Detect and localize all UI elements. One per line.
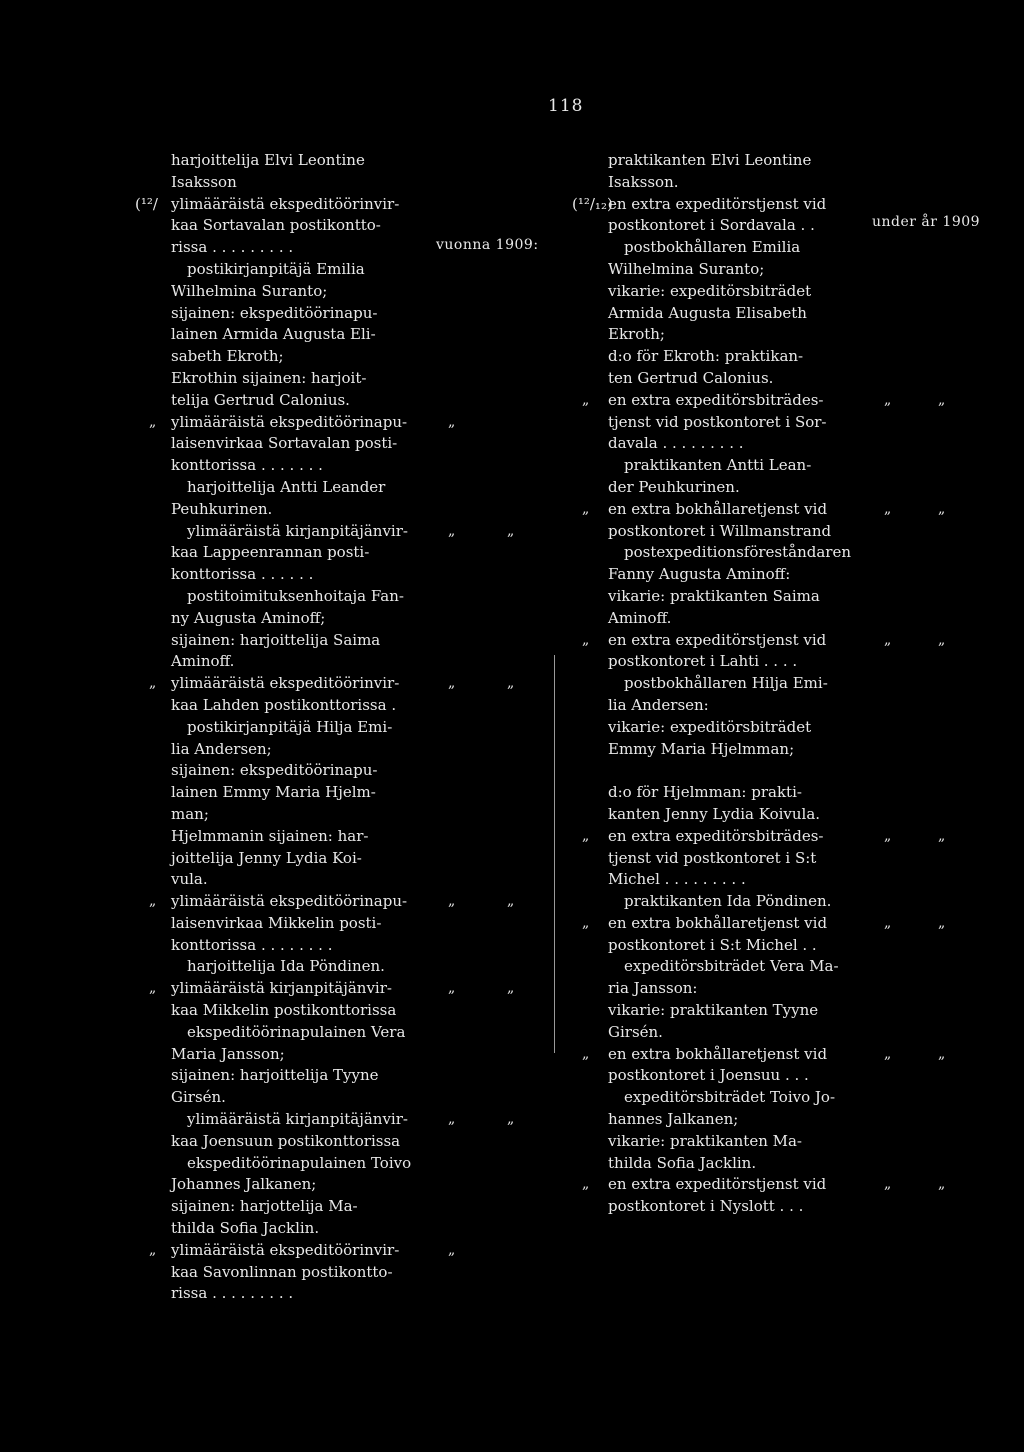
- entry-line: Wilhelmina Suranto;: [171, 281, 328, 300]
- entry: [135, 1109, 515, 1153]
- entry-line: ylimääräistä ekspeditöörinvir-: [171, 194, 400, 213]
- entry: [135, 891, 515, 956]
- entry-line: Aminoff.: [608, 608, 672, 627]
- entry: [572, 390, 946, 455]
- entry-mark: „: [582, 914, 590, 931]
- ditto-mark: „: [938, 1176, 946, 1193]
- entry-mark: „: [582, 827, 590, 844]
- entry-line: hannes Jalkanen;: [608, 1110, 739, 1129]
- entry: [572, 542, 862, 629]
- entry-line: kaa Joensuun postikonttorissa: [171, 1131, 401, 1150]
- entry-mark: „: [149, 1241, 157, 1258]
- ditto-mark: „: [938, 391, 946, 408]
- entry-line: konttorissa . . . . . . . .: [171, 935, 333, 954]
- entry: [572, 891, 862, 913]
- entry-line: sijainen: ekspeditöörinapu-: [171, 303, 378, 322]
- entry-line: postkontoret i Joensuu . . .: [608, 1066, 809, 1085]
- ditto-mark: „: [448, 675, 456, 692]
- ditto-mark: „: [507, 980, 515, 997]
- page-number: 118: [548, 96, 584, 116]
- entry-line: postkontoret i S:t Michel . .: [608, 935, 817, 954]
- ditto-mark: „: [938, 500, 946, 517]
- entry-line: sijainen: harjoittelija Saima: [171, 630, 381, 649]
- entry-line: sabeth Ekroth;: [171, 347, 284, 366]
- entry-mark: „: [582, 500, 590, 517]
- ditto-mark: „: [507, 522, 515, 539]
- entry-line: Wilhelmina Suranto;: [608, 259, 765, 278]
- ditto-mark: „: [938, 827, 946, 844]
- entry: [572, 1044, 946, 1088]
- ditto-mark: „: [884, 827, 892, 844]
- entry-line: harjoittelija Elvi Leontine: [171, 151, 365, 169]
- entry-line: tjenst vid postkontoret i Sor-: [608, 412, 827, 431]
- entry-line: lainen Emmy Maria Hjelm-: [171, 783, 376, 802]
- entry-line: vula.: [171, 870, 208, 889]
- entry-line: en extra expeditörstjenst vid: [608, 1175, 827, 1194]
- entry-line: postkontoret i Sordavala . .: [608, 216, 815, 235]
- entry-line: rissa . . . . . . . . .: [171, 1284, 294, 1303]
- entry-line: ylimääräistä kirjanpitäjänvir-: [187, 521, 408, 540]
- entry-line: harjoittelija Ida Pöndinen.: [187, 957, 385, 976]
- entry-line: postbokhållaren Hilja Emi-: [624, 674, 828, 693]
- entry-line: tjenst vid postkontoret i S:t: [608, 848, 817, 867]
- entry-line: laisenvirkaa Mikkelin posti-: [171, 913, 382, 932]
- entry-line: vikarie: praktikanten Saima: [608, 586, 820, 605]
- entry: [135, 586, 425, 673]
- entry: [135, 1240, 456, 1305]
- column-divider: [554, 655, 555, 1053]
- entry-line: Peuhkurinen.: [171, 499, 273, 518]
- ditto-mark: „: [448, 893, 456, 910]
- entry-line: d:o för Ekroth: praktikan-: [608, 347, 804, 366]
- entry-line: postkontoret i Willmanstrand: [608, 521, 832, 540]
- entry-line: Fanny Augusta Aminoff:: [608, 565, 791, 584]
- entry-line: kaa Lappeenrannan posti-: [171, 543, 370, 562]
- entry-line: postkontoret i Lahti . . . .: [608, 652, 798, 671]
- entry: [135, 521, 515, 586]
- entry: [135, 477, 425, 521]
- entry-line: [572, 760, 862, 782]
- entry: [572, 913, 946, 957]
- entry-line: der Peuhkurinen.: [608, 477, 740, 496]
- entry-line: expeditörsbiträdet Toivo Jo-: [624, 1088, 836, 1107]
- entry-line: praktikanten Elvi Leontine: [608, 151, 812, 169]
- entry-line: telija Gertrud Calonius.: [171, 390, 350, 409]
- ditto-mark: „: [507, 675, 515, 692]
- entry-line: Michel . . . . . . . . .: [608, 870, 746, 889]
- entry-line: Hjelmmanin sijainen: har-: [171, 826, 369, 845]
- entry-line: praktikanten Ida Pöndinen.: [624, 892, 832, 911]
- entry: [135, 412, 456, 477]
- entry-line: ten Gertrud Calonius.: [608, 368, 774, 387]
- entry-line: lia Andersen:: [608, 695, 709, 714]
- entry-line: ylimääräistä kirjanpitäjänvir-: [171, 979, 392, 998]
- entry-line: sijainen: ekspeditöörinapu-: [171, 761, 378, 780]
- entry-mark: „: [582, 1045, 590, 1062]
- entry-line: en extra expeditörsbiträdes-: [608, 390, 824, 409]
- entry-line: vikarie: praktikanten Tyyne: [608, 1001, 819, 1020]
- entry-line: ylimääräistä ekspeditöörinvir-: [171, 674, 400, 693]
- entry: [572, 1174, 946, 1218]
- entry-line: expeditörsbiträdet Vera Ma-: [624, 957, 839, 976]
- entry-line: lia Andersen;: [171, 739, 272, 758]
- entry: [135, 259, 425, 412]
- entry-mark: (¹²/₁₂): [572, 194, 613, 213]
- entry-line: ny Augusta Aminoff;: [171, 608, 326, 627]
- entry-line: Armida Augusta Elisabeth: [608, 303, 807, 322]
- entry: [572, 673, 862, 826]
- entry: [135, 1022, 425, 1109]
- entry-line: postikirjanpitäjä Hilja Emi-: [187, 717, 393, 736]
- entry-mark: „: [149, 675, 157, 692]
- entry-line: joittelija Jenny Lydia Koi-: [171, 848, 362, 867]
- entry-line: konttorissa . . . . . .: [171, 565, 314, 584]
- ditto-mark: „: [448, 522, 456, 539]
- ditto-mark: „: [884, 500, 892, 517]
- entry-line: Aminoff.: [171, 652, 235, 671]
- entry-line: ekspeditöörinapulainen Vera: [187, 1022, 406, 1041]
- entry: [135, 956, 425, 978]
- ditto-mark: „: [938, 1045, 946, 1062]
- entry-line: kaa Mikkelin postikonttorissa: [171, 1001, 397, 1020]
- entry-line: sijainen: harjoittelija Tyyne: [171, 1066, 379, 1085]
- entry-line: kanten Jenny Lydia Koivula.: [608, 804, 821, 823]
- entry-line: vikarie: expeditörsbiträdet: [608, 281, 812, 300]
- entry-line: praktikanten Antti Lean-: [624, 456, 812, 475]
- entry-line: ylimääräistä ekspeditöörinapu-: [171, 412, 408, 431]
- entry-line: vikarie: praktikanten Ma-: [608, 1131, 802, 1150]
- ditto-mark: „: [884, 914, 892, 931]
- entry-line: thilda Sofia Jacklin.: [171, 1219, 320, 1238]
- entry-mark: „: [149, 413, 157, 430]
- entry-line: ylimääräistä ekspeditöörinapu-: [171, 892, 408, 911]
- entry-line: konttorissa . . . . . . .: [171, 456, 323, 475]
- entry-line: Girsén.: [171, 1088, 226, 1107]
- entry-line: Isaksson: [171, 172, 237, 191]
- ditto-mark: „: [938, 631, 946, 648]
- entry-line: sijainen: harjottelija Ma-: [171, 1197, 358, 1216]
- entry-line: Maria Jansson;: [171, 1044, 285, 1063]
- entry-line: Girsén.: [608, 1022, 663, 1041]
- entry-line: ria Jansson:: [608, 979, 698, 998]
- entry-line: Ekrothin sijainen: harjoit-: [171, 368, 367, 387]
- ditto-mark: „: [507, 893, 515, 910]
- entry-line: Emmy Maria Hjelmman;: [608, 739, 795, 758]
- entry: [135, 717, 425, 891]
- entry-line: kaa Sortavalan postikontto-: [171, 216, 381, 235]
- entry-line: ylimääräistä kirjanpitäjänvir-: [187, 1110, 408, 1129]
- entry-line: postexpeditionsföreståndaren: [624, 543, 851, 562]
- entry-line: harjoittelija Antti Leander: [187, 477, 386, 496]
- entry-line: postitoimituksenhoitaja Fan-: [187, 586, 404, 605]
- entry: [572, 630, 946, 674]
- entry-line: thilda Sofia Jacklin.: [608, 1153, 757, 1172]
- entry-line: rissa . . . . . . . . .: [171, 238, 294, 257]
- entry: [572, 455, 862, 499]
- entry-line: laisenvirkaa Sortavalan posti-: [171, 434, 398, 453]
- entry: [135, 978, 515, 1022]
- entry-line: ekspeditöörinapulainen Toivo: [187, 1153, 412, 1172]
- entry-line: postbokhållaren Emilia: [624, 238, 801, 257]
- entry: [572, 826, 946, 891]
- entry-line: Isaksson.: [608, 172, 679, 191]
- period-label-fi: vuonna 1909:: [436, 237, 539, 253]
- entry-line: en extra bokhållaretjenst vid: [608, 1044, 828, 1063]
- entry: [135, 150, 425, 194]
- entry: [572, 499, 946, 543]
- entry-line: vikarie: expeditörsbiträdet: [608, 717, 812, 736]
- entry-line: postikirjanpitäjä Emilia: [187, 259, 365, 278]
- entry: [135, 194, 425, 259]
- entry-line: d:o för Hjelmman: prakti-: [608, 783, 802, 802]
- period-label-sv: under år 1909: [872, 214, 981, 230]
- ditto-mark: „: [884, 391, 892, 408]
- ditto-mark: „: [448, 980, 456, 997]
- entry-line: en extra expeditörstjenst vid: [608, 630, 827, 649]
- ditto-mark: „: [448, 1241, 456, 1258]
- entry: [135, 1153, 425, 1240]
- entry: [572, 956, 862, 1043]
- entry-line: ylimääräistä ekspeditöörinvir-: [171, 1240, 400, 1259]
- ditto-mark: „: [938, 914, 946, 931]
- ditto-mark: „: [884, 631, 892, 648]
- entry: [572, 237, 862, 390]
- entry-line: Ekroth;: [608, 325, 665, 344]
- entry-mark: „: [582, 1176, 590, 1193]
- entry-line: en extra bokhållaretjenst vid: [608, 499, 828, 518]
- entry: [572, 150, 862, 194]
- entry-line: kaa Savonlinnan postikontto-: [171, 1262, 393, 1281]
- entry: [572, 1087, 862, 1174]
- entry-mark: „: [149, 893, 157, 910]
- entry: [135, 673, 515, 717]
- entry-mark: (¹²/: [135, 194, 158, 213]
- entry-mark: „: [582, 631, 590, 648]
- entry-line: davala . . . . . . . . .: [608, 434, 744, 453]
- entry-line: lainen Armida Augusta Eli-: [171, 325, 376, 344]
- entry-line: en extra bokhållaretjenst vid: [608, 913, 828, 932]
- entry-line: Johannes Jalkanen;: [171, 1175, 317, 1194]
- ditto-mark: „: [507, 1111, 515, 1128]
- entry-line: en extra expeditörstjenst vid: [608, 194, 827, 213]
- entry: [572, 194, 862, 238]
- ditto-mark: „: [448, 413, 456, 430]
- entry-mark: „: [149, 980, 157, 997]
- ditto-mark: „: [448, 1111, 456, 1128]
- ditto-mark: „: [884, 1045, 892, 1062]
- entry-line: postkontoret i Nyslott . . .: [608, 1197, 804, 1216]
- ditto-mark: „: [884, 1176, 892, 1193]
- entry-mark: „: [582, 391, 590, 408]
- entry-line: kaa Lahden postikonttorissa .: [171, 695, 397, 714]
- entry-line: en extra expeditörsbiträdes-: [608, 826, 824, 845]
- entry-line: man;: [171, 804, 209, 823]
